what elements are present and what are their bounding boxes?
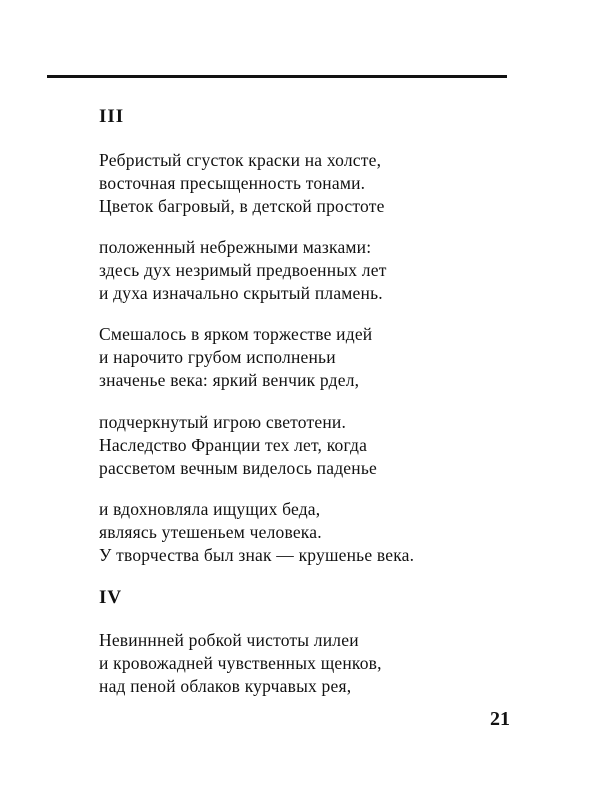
poem-line: Смешалось в ярком торжестве идей: [99, 324, 373, 344]
top-rule: [47, 75, 507, 78]
poem-line: Ребристый сгусток краски на холсте,: [99, 150, 382, 170]
poem-line: положенный небрежными мазками:: [99, 237, 372, 257]
poem-line: Невиннней робкой чистоты лилеи: [99, 630, 359, 650]
poem-line: У творчества был знак — крушенье века.: [99, 545, 415, 565]
poem-line: являясь утешеньем человека.: [99, 522, 322, 542]
poem-line: Цветок багровый, в детской простоте: [99, 196, 385, 216]
poem-line: и вдохновляла ищущих беда,: [99, 499, 321, 519]
poem-line: значенье века: яркий венчик рдел,: [99, 370, 360, 390]
poem-line: и кровожадней чувственных щенков,: [99, 653, 382, 673]
poem-line: здесь дух незримый предвоенных лет: [99, 260, 387, 280]
poem-line: восточная пресыщенность тонами.: [99, 173, 366, 193]
section-number-iv: IV: [99, 587, 123, 608]
poem-line: и нарочито грубом исполненьи: [99, 347, 336, 367]
section-number-iii: III: [99, 106, 125, 127]
poem-line: и духа изначально скрытый пламень.: [99, 283, 383, 303]
poem-line: Наследство Франции тех лет, когда: [99, 435, 368, 455]
poem-line: подчеркнутый игрою светотени.: [99, 412, 347, 432]
poem-line: над пеной облаков курчавых рея,: [99, 676, 352, 696]
page-number: 21: [490, 708, 510, 730]
poem-line: рассветом вечным виделось паденье: [99, 458, 377, 478]
